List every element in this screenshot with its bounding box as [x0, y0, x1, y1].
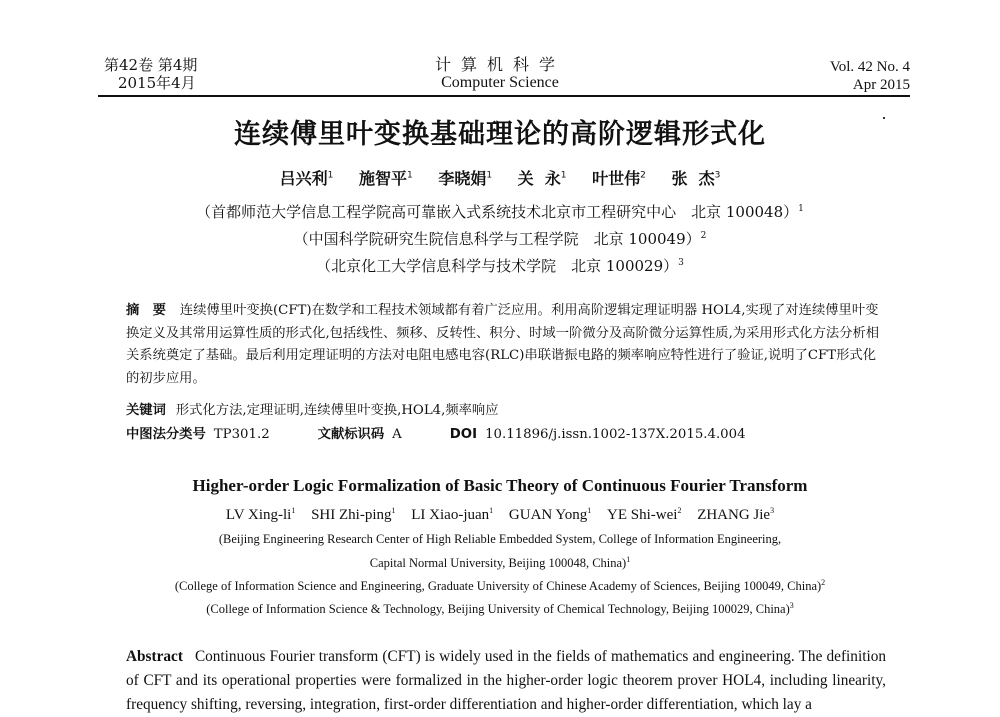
affiliation-cn: （首都师范大学信息工程学院高可靠嵌入式系统技术北京市工程研究中心 北京 100048）$^1$ [196, 203, 804, 221]
classification-line [126, 424, 886, 446]
author-en: LI Xiao-juan$^1$ [411, 506, 494, 523]
journal-issue-header [830, 58, 910, 94]
author-en: YE Shi-wei$^2$ [607, 506, 682, 523]
author-cn: 关 永$^1$ [517, 169, 567, 188]
volume-en: Vol. 42 No. 4 [829, 59, 910, 75]
paper-title-en: Higher-order Logic Formalization of Basic Theory of Continuous Fourier Transform [192, 476, 808, 495]
journal-name-en: Computer Science [441, 74, 559, 91]
author-cn: 施智平$^1$ [358, 169, 413, 188]
author-list-en [0, 506, 1000, 524]
affiliation-en: Capital Normal University, Beijing 100048, China)$^1$ [369, 555, 631, 571]
affiliation-en: (College of Information Science and Engineering, Graduate University of Chinese Academy of Sciences, Beijing 100049, China)$^2$ [174, 578, 826, 594]
doc-code-value: A [392, 427, 402, 442]
author-en: ZHANG Jie$^3$ [697, 506, 775, 523]
abstract-label-en: Abstract [126, 648, 183, 665]
abstract-text-en: Continuous Fourier transform (CFT) is widely used in the fields of mathematics and engineering. The definition of CFT and its operational properties were formalized in the higher-order logic theorem prover HOL4, including linearity, frequency shifting, reversing, integration, first-order differentiation and higher-order differentiation, which lay a [126, 648, 886, 713]
author-cn: 叶世伟$^2$ [592, 169, 646, 188]
doi-value: 10.11896/j.issn.1002-137X.2015.4.004 [485, 427, 746, 442]
keywords-text-cn: 形式化方法,定理证明,连续傅里叶变换,HOL4,频率响应 [175, 403, 499, 418]
author-en: LV Xing-$li^1$ [225, 506, 296, 523]
affiliation-cn: （中国科学院研究生院信息科学与工程学院 北京 100049）$^2$ [293, 230, 707, 248]
volume-cn: 第42卷 第4期 [104, 56, 198, 74]
date-cn: 2015年4月 [118, 74, 196, 92]
keywords-cn [126, 400, 886, 422]
doi-label: DOI [449, 427, 478, 442]
doc-code-label: 文献标识码 [317, 427, 385, 442]
affiliation-en: (College of Information Science & Technology, Beijing University of Chemical Technology, Beijing 100029, China)$^3$ [206, 601, 794, 617]
paper-title-cn: 连续傅里叶变换基础理论的高阶逻辑形式化 [234, 119, 766, 150]
abstract-en [126, 645, 886, 717]
author-cn: 吕兴利$^1$ [279, 169, 334, 188]
keywords-label-cn: 关键词 [126, 403, 166, 418]
date-en: Apr 2015 [852, 77, 910, 93]
author-en: SHI Zhi-ping$^1$ [311, 506, 396, 523]
journal-name-cn: 计算机科学 [434, 55, 565, 74]
header-rule [98, 95, 910, 97]
author-cn: 李晓娟$^1$ [438, 169, 493, 188]
author-cn: 张 杰$^3$ [671, 169, 721, 188]
affiliation-en: (Beijing Engineering Research Center of High Reliable Embedded System, College of Information Engineering, [218, 532, 782, 546]
abstract-text-cn: 连续傅里叶变换(CFT)在数学和工程技术领域都有着广泛应用。利用高阶逻辑定理证明器 HOL4,实现了对连续傅里叶变换定义及其常用运算性质的形式化,包括线性、频移、反转性、积分、时域一阶微分及高阶微分运算性质,为采用形式化方法分析相关系统奠定了基础。最后利用定理证明的方法对电阻电感电容(RLC)串联谐振电路的频率响应特性进行了验证,说明了CFT形式化的初步应用。 [126, 303, 880, 386]
clc-value: TP301.2 [213, 427, 270, 442]
author-list-cn [0, 166, 1000, 189]
clc-label: 中图法分类号 [126, 427, 206, 442]
author-en: GUAN Yong$^1$ [508, 506, 592, 523]
abstract-cn [126, 300, 886, 390]
abstract-label-cn: 摘 要 [126, 303, 166, 318]
affiliation-cn: （北京化工大学信息科学与技术学院 北京 100029）$^3$ [316, 257, 684, 275]
